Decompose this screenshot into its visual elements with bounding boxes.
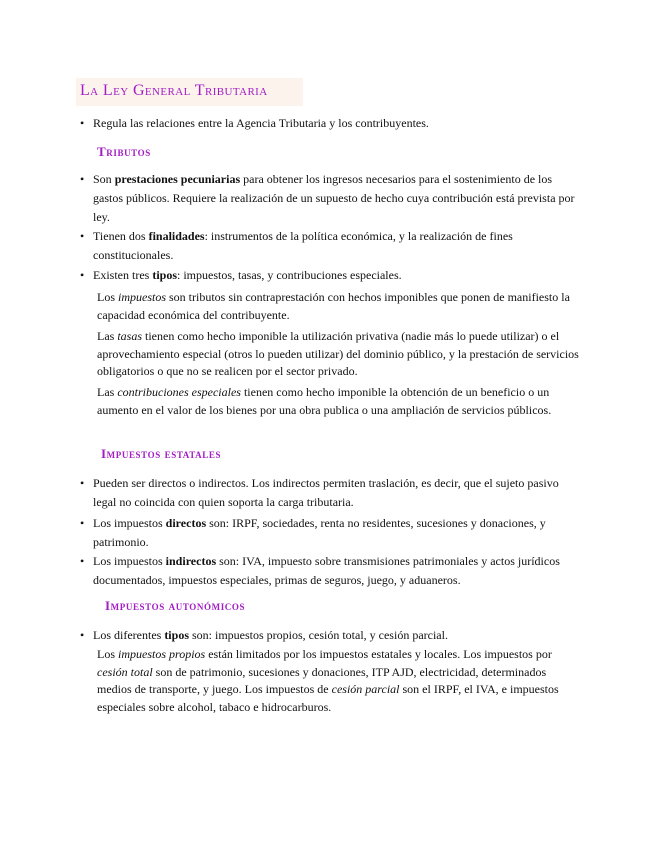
bullet: • [80,516,85,530]
paragraph: Los impuestos son tributos sin contraprestación con hechos imponibles que ponen de manifiesto la capacidad económica del contribuyente. [97,290,570,322]
list-item-text: Los impuestos directos son: IRPF, sociedades, renta no residentes, sucesiones y donaciones, y patrimonio. [93,516,546,549]
emphasis: directos [165,516,207,530]
bullet: • [80,554,85,568]
document-title: La Ley General Tributaria [76,78,303,106]
section-heading-estatales: Impuestos estatales [101,446,222,461]
paragraph: Las contribuciones especiales tienen como hecho imponible la obtención de un beneficio o un aumento en el valor de los bienes por una obra publica o una ampliación de servicios públicos. [97,385,552,417]
emphasis: tipos [152,268,178,282]
italic-term: tasas [117,329,143,343]
list-item-text: Existen tres tipos: impuestos, tasas, y contribuciones especiales. [93,268,402,282]
emphasis: indirectos [165,554,217,568]
emphasis: tipos [164,628,189,642]
list-item-text: Los impuestos indirectos son: IVA, impuesto sobre transmisiones patrimoniales y actos jurídicos documentados, impuestos especiales, primas de seguros, juego, y aduaneros. [93,554,560,587]
bullet: • [80,476,85,490]
paragraph: Las tasas tienen como hecho imponible la utilización privativa (nadie más lo puede utilizar) o el aprovechamiento especial (otros lo pueden utilizar) del dominio público, y la prestación de servicios obligatorios o que no se realicen por el sector privado. [97,329,579,378]
list-item-text: Regula las relaciones entre la Agencia Tributaria y los contribuyentes. [93,116,429,130]
section-heading-autonomicos: Impuestos autonómicos [105,598,246,613]
italic-term: impuestos propios [118,647,206,661]
list-item-text: Los diferentes tipos son: impuestos propios, cesión total, y cesión parcial. [93,628,448,642]
section-heading-tributos: Tributos [97,144,151,159]
list-item-text: Son prestaciones pecuniarias para obtener los ingresos necesarios para el sostenimiento de los gastos públicos. Requiere la realización de un supuesto de hecho cuya contribución está prevista por ley. [93,172,575,224]
bullet: • [80,116,85,130]
list-item-text: Pueden ser directos o indirectos. Los indirectos permiten traslación, es decir, que el sujeto pasivo legal no coincida con quien soporta la carga tributaria. [93,476,559,509]
bullet: • [80,229,85,243]
italic-term: cesión parcial [331,682,400,696]
italic-term: contribuciones especiales [117,385,241,399]
emphasis: finalidades [148,229,205,243]
list-item-text: Tienen dos finalidades: instrumentos de la política económica, y la realización de fines constitucionales. [93,229,513,262]
emphasis: prestaciones pecuniarias [114,172,241,186]
italic-term: impuestos [118,290,166,304]
italic-term: cesión total [97,664,153,679]
bullet: • [80,628,85,642]
paragraph: Los impuestos propios están limitados por los impuestos estatales y locales. Los impuestos por cesión total son de patrimonio, sucesiones y donaciones, ITP AJD, electricidad, determinados medios de transporte, y juego. Los impuestos de cesión parcial son el IRPF, el IVA, e impuestos especiales sobre alcohol, tabaco e hidrocarburos. [97,647,559,714]
bullet: • [80,268,85,282]
bullet: • [80,172,85,186]
